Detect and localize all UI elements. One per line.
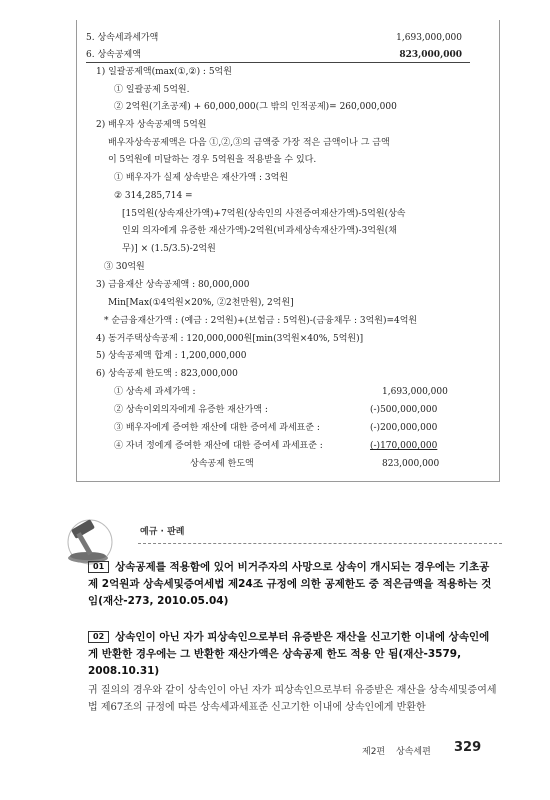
limit-row-2-label: ② 상속이외의자에게 유증한 재산가액 : (114, 405, 268, 415)
limit-row-3-label: ③ 배우자에게 증여한 재산에 대한 증여세 과세표준 : (114, 423, 320, 433)
footer-part: 제2편 (362, 747, 386, 757)
gavel-icon (62, 516, 122, 564)
d3-b: * 순금융재산가액 : (예금 : 2억원)+(보험금 : 5억원)-(금융채무 : 3억원)=4억원 (104, 316, 418, 326)
section-title: 예규 · 판례 (140, 527, 185, 537)
d2-b1: [15억원(상속재산가액)+7억원(상속인의 사전증여재산가액)-5억원(상속 (122, 209, 406, 219)
ruling-1-text: 상속공제를 적용함에 있어 비거주자의 사망으로 상속이 개시되는 경우에는 기초공제 2억원과 상속세및증여세법 제24조 규정에 의한 공제한도 중 적은금액을 적용하는 것임(재산-273, 2010.05.04) (88, 561, 492, 607)
d2-b2: 인외 의자에게 유증한 재산가액)-2억원(비과세상속재산가액)-3억원(채 (122, 226, 397, 236)
limit-row-2-amount: (-)500,000,000 (370, 405, 438, 415)
page-number: 329 (454, 740, 482, 755)
d3-a: Min[Max(①4억원×20%, ②2천만원), 2억원] (108, 298, 294, 308)
d2-desc1: 배우자상속공제액은 다음 ①,②,③의 금액중 가장 적은 금액이나 그 금액 (108, 138, 390, 148)
ruling-2-number: 02 (88, 631, 109, 643)
d2-desc2: 이 5억원에 미달하는 경우 5억원을 적용받을 수 있다. (108, 155, 317, 165)
d1-b: ② 2억원(기초공제) + 60,000,000(그 밖의 인적공제)= 260,000,000 (114, 102, 397, 112)
d2-c: ③ 30억원 (104, 262, 145, 272)
ruling-1 (88, 559, 498, 610)
d2-a: ① 배우자가 실제 상속받은 재산가액 : 3억원 (114, 173, 289, 183)
line6-underline (86, 62, 470, 63)
d2-b: ② 314,285,714 = (114, 191, 193, 201)
d5: 5) 상속공제액 합계 : 1,200,000,000 (96, 351, 247, 361)
limit-row-1-amount: 1,693,000,000 (382, 387, 448, 397)
limit-row-4-label: ④ 자녀 정에게 증여한 재산에 대한 증여세 과세표준 : (114, 441, 323, 451)
d2-b3: 무)] × (1.5/3.5)-2억원 (122, 244, 216, 254)
limit-row-3-amount: (-)200,000,000 (370, 423, 438, 433)
d6: 6) 상속공제 한도액 : 823,000,000 (96, 369, 238, 379)
ruling-2-body: 귀 질의의 경우와 같이 상속인이 아닌 자가 피상속인으로부터 유증받은 재산을 상속세및증여세법 제67조의 규정에 따른 상속세과세표준 신고기한 이내에 상속인에게 반환한 (88, 685, 497, 713)
limit-row-4-amount: (-)170,000,000 (370, 441, 438, 451)
ruling-2-text: 상속인이 아닌 자가 피상속인으로부터 유증받은 재산을 신고기한 이내에 상속인에게 반환한 경우에는 그 반환한 재산가액은 상속공제 한도 적용 안 됨(재산-3579, 2008.10.31) (88, 631, 490, 677)
d3-title: 3) 금융재산 상속공제액 : 80,000,000 (96, 280, 250, 290)
d2-title: 2) 배우자 상속공제액 5억원 (96, 120, 207, 130)
d1-a: ① 일괄공제 5억원. (114, 85, 190, 95)
ruling-1-number: 01 (88, 561, 109, 573)
line6-amount: 823,000,000 (399, 50, 462, 60)
line5-amount: 1,693,000,000 (396, 33, 462, 43)
d1-title: 1) 일괄공제액(max(①,②) : 5억원 (96, 67, 232, 77)
limit-row-1-label: ① 상속세 과세가액 : (114, 387, 196, 397)
footer-chapter: 상속세편 (396, 747, 431, 757)
d4: 4) 동거주택상속공제 : 120,000,000원[min(3억원×40%, 5억원)] (96, 334, 364, 344)
ruling-2 (88, 629, 498, 680)
limit-total-label: 상속공제 한도액 (190, 459, 254, 469)
limit-total-amount: 823,000,000 (382, 459, 440, 469)
section-divider (138, 543, 502, 544)
line5-label: 5. 상속세과세가액 (86, 33, 159, 43)
line6-label: 6. 상속공제액 (86, 50, 141, 60)
